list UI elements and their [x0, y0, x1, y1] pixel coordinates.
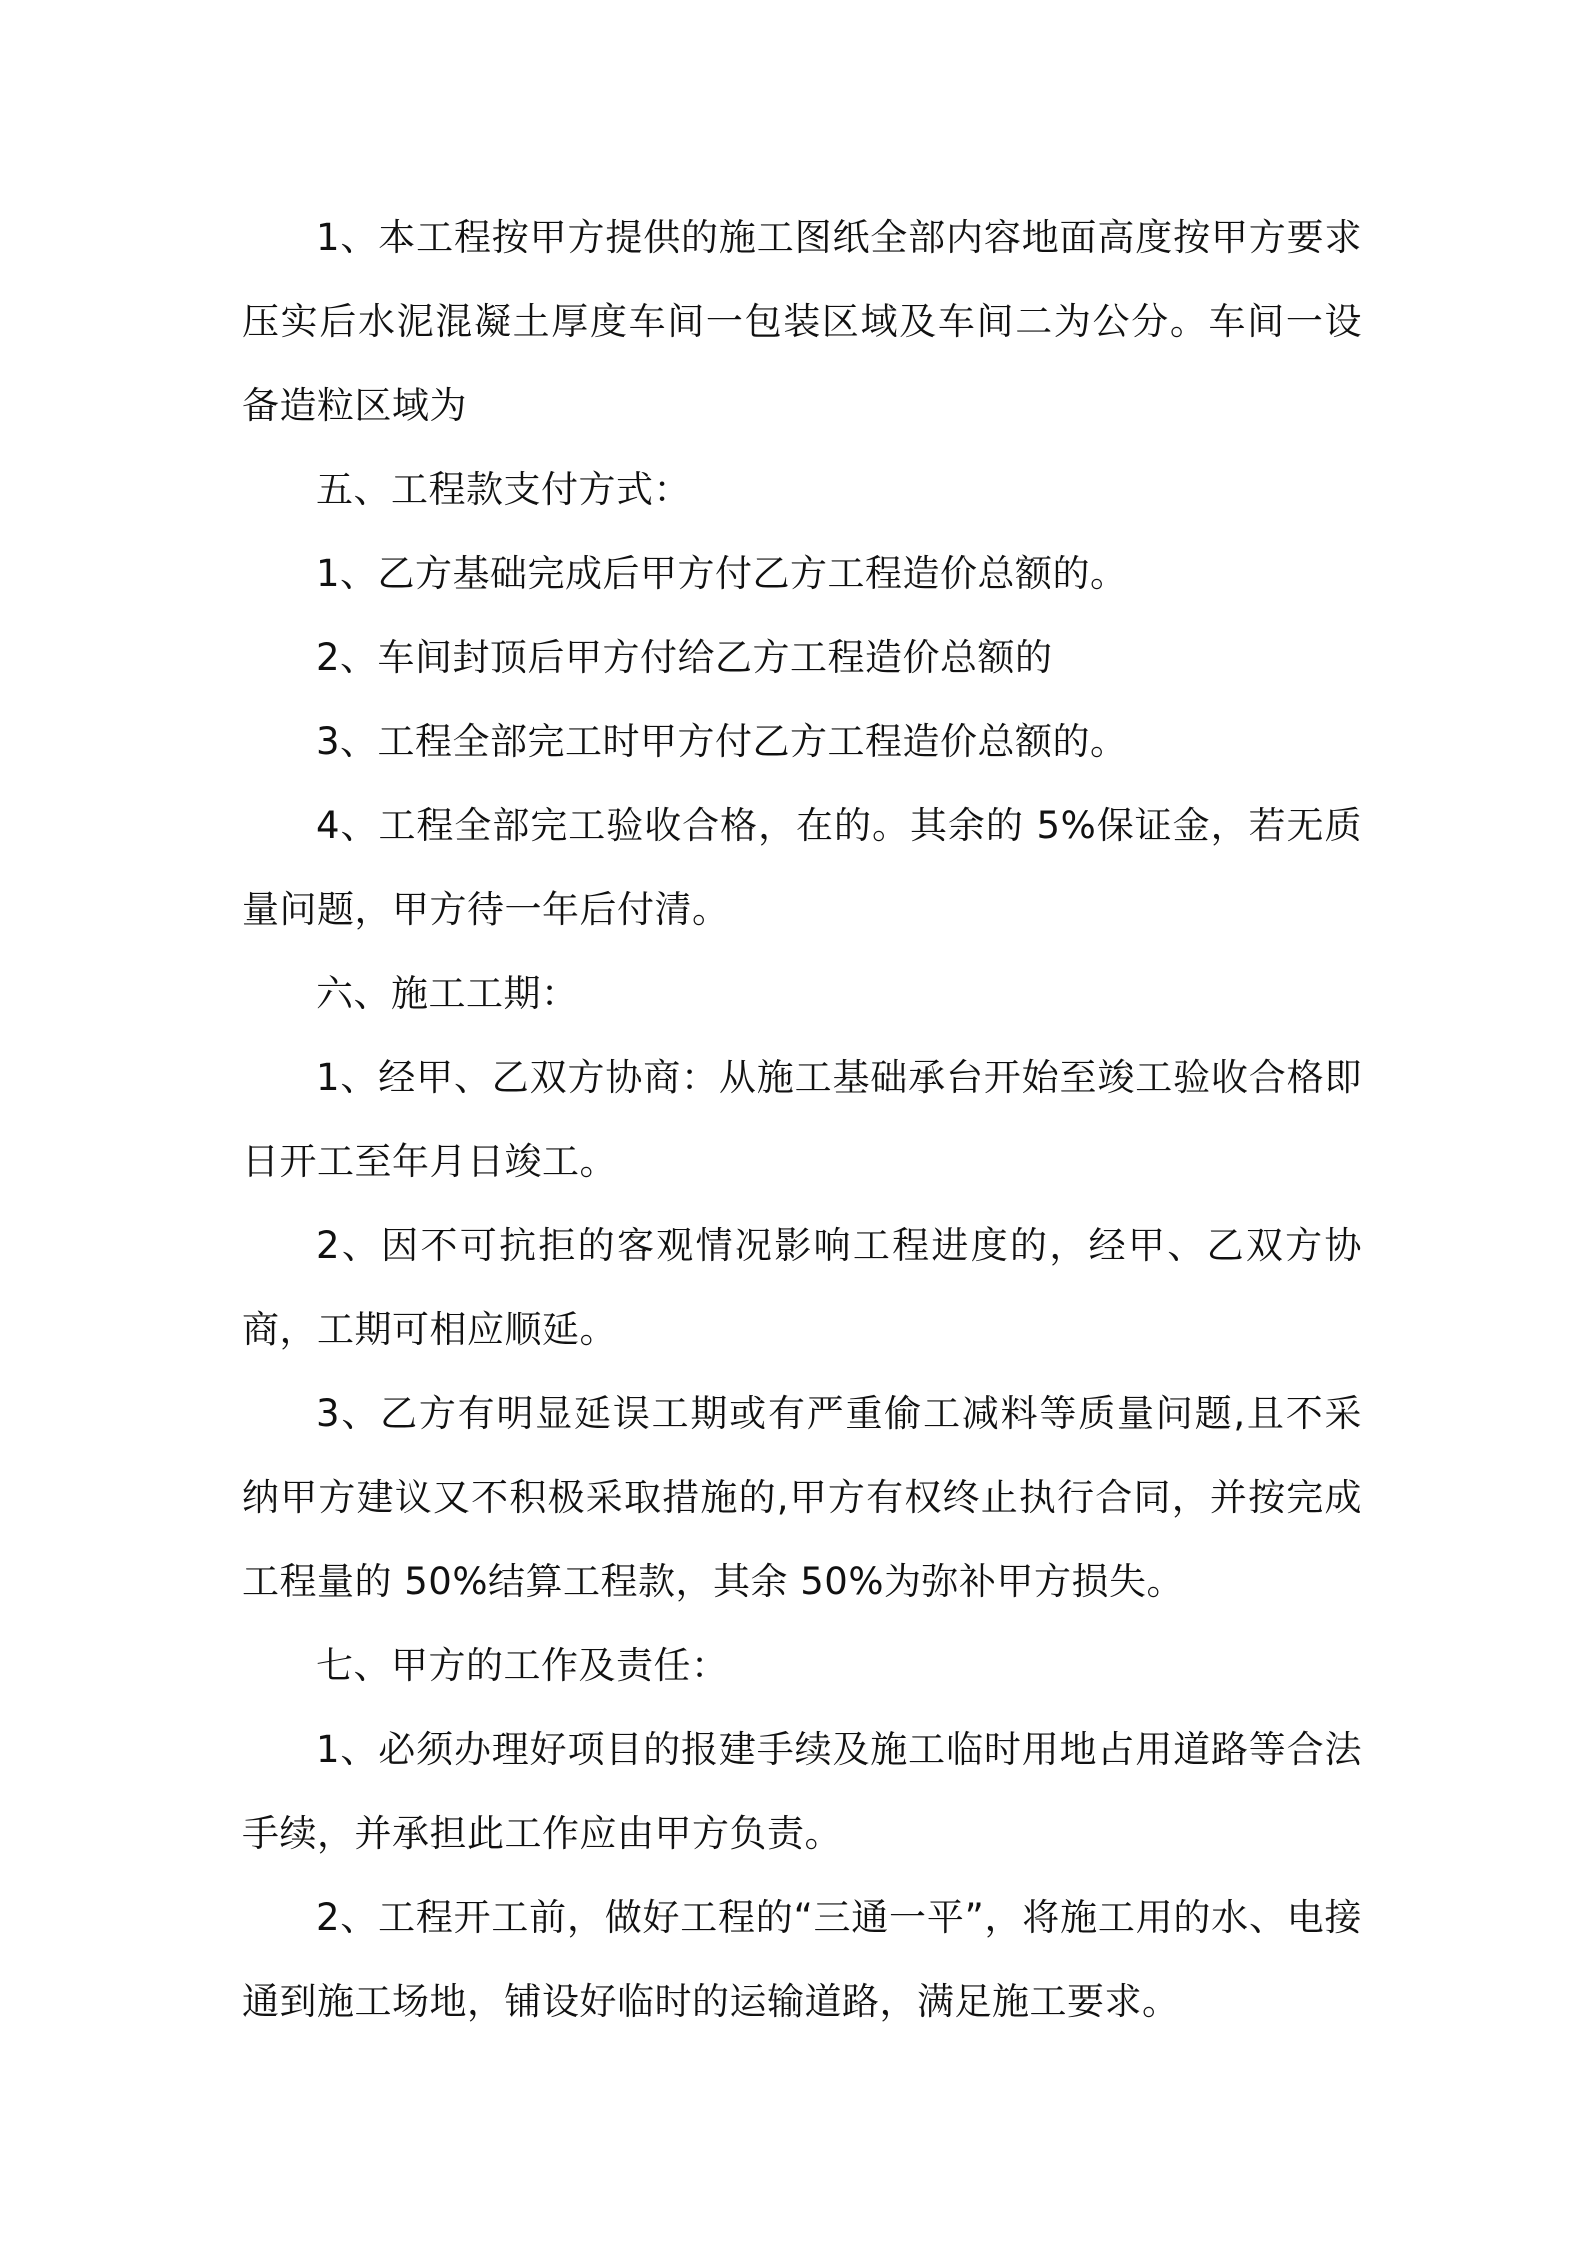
paragraph-payment-3: 3、工程全部完工时甲方付乙方工程造价总额的。: [316, 720, 1128, 763]
paragraph-period-2: 2、因不可抗拒的客观情况影响工程进度的，经甲、乙双方协商，工期可相应顺延。: [242, 1224, 1362, 1351]
paragraph-responsibility-2: 2、工程开工前，做好工程的“三通一平”，将施工用的水、电接通到施工场地，铺设好临时的运输道路，满足施工要求。: [242, 1896, 1362, 2023]
paragraph-payment-4: 4、工程全部完工验收合格，在的。其余的 5%保证金，若无质量问题，甲方待一年后付清。: [242, 804, 1362, 931]
document-body: [242, 196, 1362, 2044]
paragraph-payment-2: 2、车间封顶后甲方付给乙方工程造价总额的: [316, 636, 1053, 679]
heading-party-a-responsibilities: 七、甲方的工作及责任：: [316, 1644, 729, 1687]
heading-payment-method: 五、工程款支付方式：: [316, 468, 691, 511]
paragraph-responsibility-1: 1、必须办理好项目的报建手续及施工临时用地占用道路等合法手续，并承担此工作应由甲方负责。: [242, 1728, 1362, 1855]
paragraph-period-1: 1、经甲、乙双方协商：从施工基础承台开始至竣工验收合格即日开工至年月日竣工。: [242, 1056, 1362, 1183]
paragraph-clause-1-ground: 1、本工程按甲方提供的施工图纸全部内容地面高度按甲方要求压实后水泥混凝土厚度车间一包装区域及车间二为公分。车间一设备造粒区域为: [242, 216, 1362, 427]
paragraph-period-3: 3、乙方有明显延误工期或有严重偷工减料等质量问题,且不采纳甲方建议又不积极采取措施的,甲方有权终止执行合同，并按完成工程量的 50%结算工程款，其余 50%为弥补甲方损失。: [242, 1392, 1362, 1603]
paragraph-payment-1: 1、乙方基础完成后甲方付乙方工程造价总额的。: [316, 552, 1128, 595]
heading-construction-period: 六、施工工期：: [316, 972, 579, 1015]
